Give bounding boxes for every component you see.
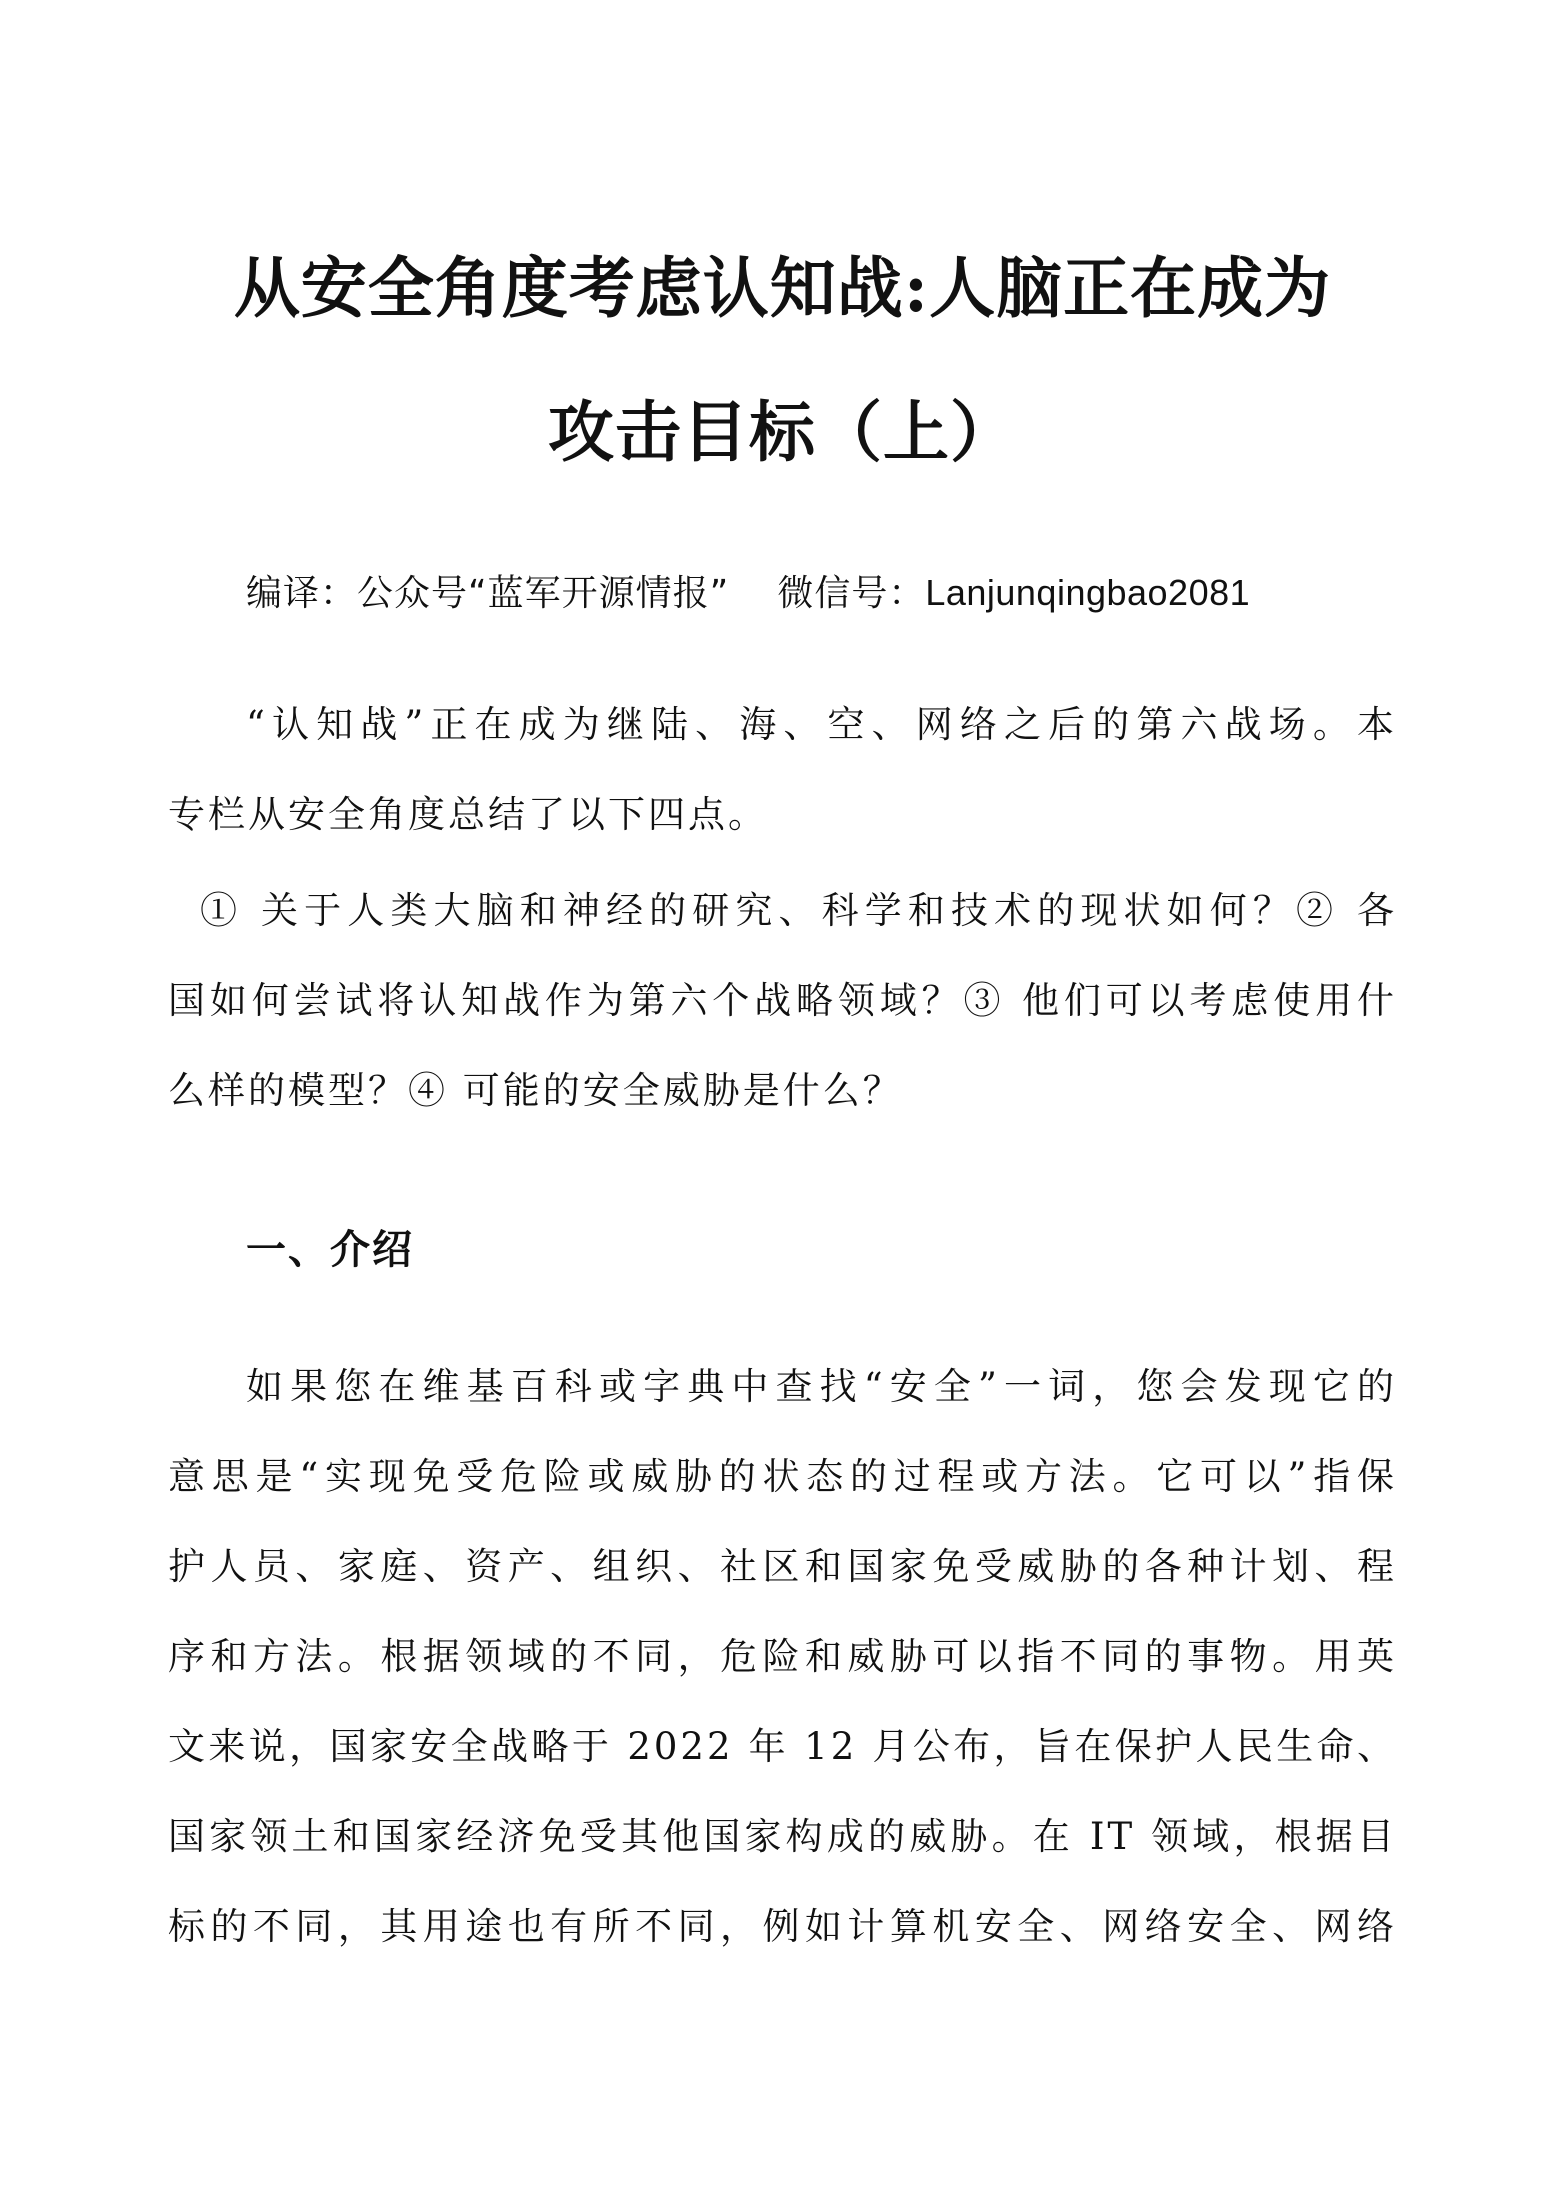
- section1-line-1: 如果您在维基百科或字典中查找“安全”一词，您会发现它的: [246, 1365, 1397, 1408]
- section1-line-6: 国家领土和国家经济免受其他国家构成的威胁。在 IT 领域，根据目: [168, 1815, 1397, 1858]
- compiler-credit: 编译：公众号“蓝军开源情报”: [246, 573, 730, 614]
- document-title-line-2: 攻击目标（上）: [548, 393, 1017, 471]
- intro-line-1: “认知战”正在成为继陆、海、空、网络之后的第六战场。本: [246, 703, 1397, 746]
- section1-line-7: 标的不同，其用途也有所不同，例如计算机安全、网络安全、网络: [168, 1905, 1397, 1948]
- intro-line-4: 国如何尝试将认知战作为第六个战略领域？③ 他们可以考虑使用什: [168, 979, 1397, 1022]
- section1-line-3: 护人员、家庭、资产、组织、社区和国家免受威胁的各种计划、程: [168, 1545, 1397, 1588]
- section1-line-2: 意思是“实现免受危险或威胁的状态的过程或方法。它可以”指保: [168, 1455, 1397, 1498]
- wechat-id: Lanjunqingbao2081: [925, 572, 1251, 613]
- byline: [246, 568, 1250, 619]
- document-title-line-1: 从安全角度考虑认知战:人脑正在成为: [233, 249, 1332, 327]
- section1-line-4: 序和方法。根据领域的不同，危险和威胁可以指不同的事物。用英: [168, 1635, 1397, 1678]
- intro-line-3: ① 关于人类大脑和神经的研究、科学和技术的现状如何？② 各: [200, 889, 1397, 932]
- intro-line-2: 专栏从安全角度总结了以下四点。: [168, 793, 768, 836]
- section-heading-introduction: 一、介绍: [246, 1226, 414, 1273]
- intro-line-5: 么样的模型？④ 可能的安全威胁是什么？: [168, 1069, 903, 1112]
- wechat-label: 微信号：: [777, 573, 926, 614]
- section1-line-5: 文来说，国家安全战略于 2022 年 12 月公布，旨在保护人民生命、: [168, 1725, 1397, 1768]
